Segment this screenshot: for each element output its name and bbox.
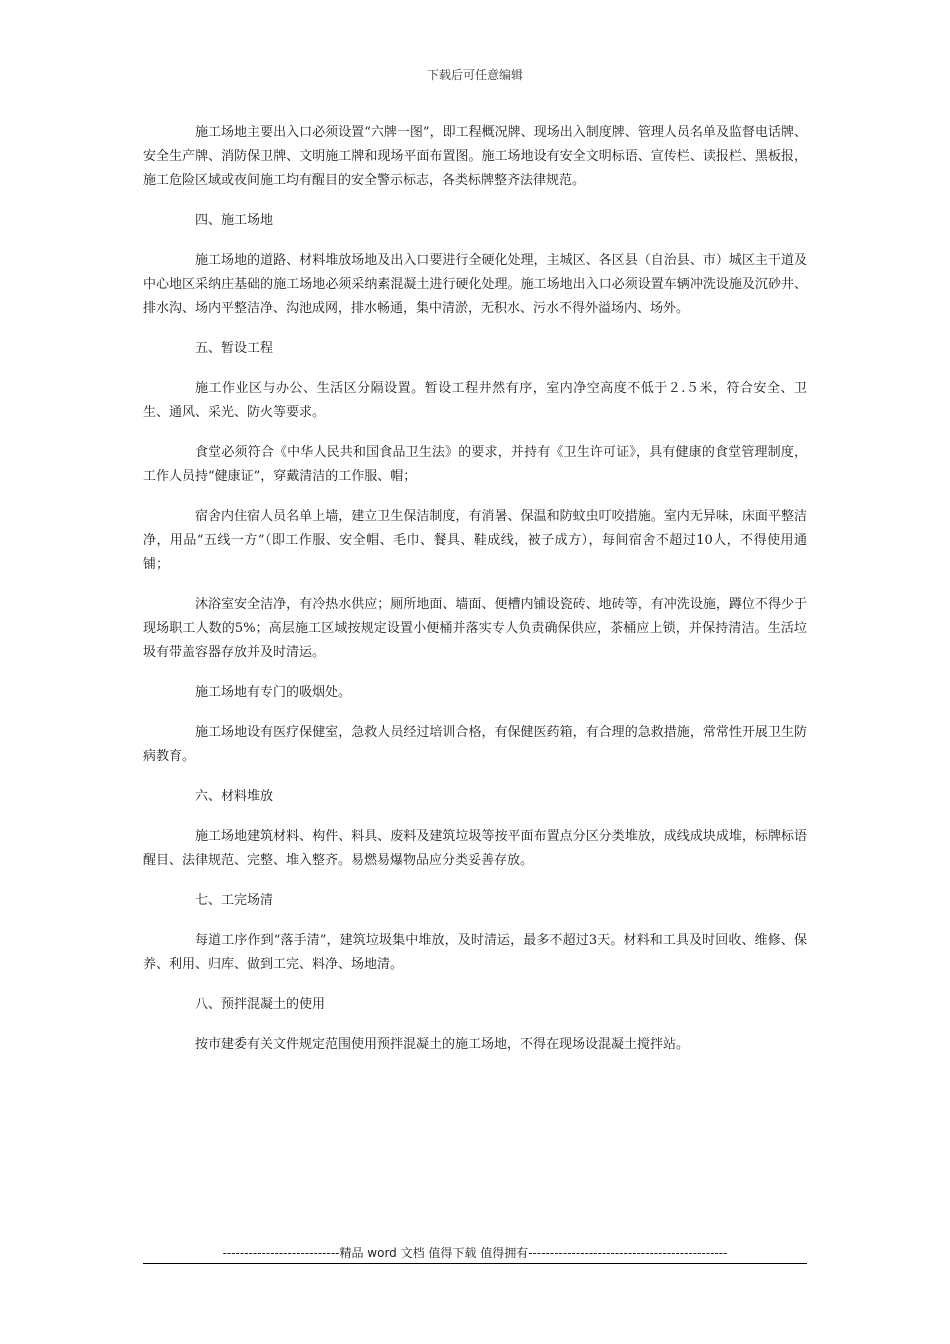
- paragraph: 施工作业区与办公、生活区分隔设置。暂设工程井然有序，室内净空高度不低于２.５米，符合安全、卫生、通风、采光、防火等要求。: [143, 381, 807, 420]
- page-footer: ---------------------------精品 word 文档 值得下载 值得拥有----------------------------------------------: [222, 1246, 728, 1260]
- paragraph: 施工场地有专门的吸烟处。: [195, 685, 352, 700]
- paragraph: 施工场地的道路、材料堆放场地及出入口要进行全硬化处理，主城区、各区县（自治县、市）城区主干道及中心地区采纳庄基础的施工场地必须采纳素混凝土进行硬化处理。施工场地出入口必须设置车辆冲洗设施及沉砂井、排水沟、场内平整洁净、沟池成网，排水畅通，集中清淤，无积水、污水不得外溢场内、场外。: [143, 253, 807, 316]
- section-heading: 七、工完场清: [195, 893, 274, 908]
- paragraph: 沐浴室安全洁净，有冷热水供应；厕所地面、墙面、便槽内铺设瓷砖、地砖等，有冲洗设施，蹲位不得少于现场职工人数的5%；高层施工区域按规定设置小便桶并落实专人负责确保供应，茶桶应上锁，并保持清洁。生活垃圾有带盖容器存放并及时清运。: [143, 597, 807, 660]
- section-heading: 八、预拌混凝土的使用: [195, 997, 326, 1012]
- section-heading: 六、材料堆放: [195, 789, 274, 804]
- document-body: [143, 121, 807, 1057]
- page-header: 下载后可任意编辑: [426, 68, 523, 82]
- paragraph: 宿舍内住宿人员名单上墙，建立卫生保洁制度，有消暑、保温和防蚊虫叮咬措施。室内无异味，床面平整洁净，用品“五线一方”（即工作服、安全帽、毛巾、餐具、鞋成线，被子成方），每间宿舍不超过10人，不得使用通铺；: [143, 509, 807, 572]
- paragraph: 施工场地建筑材料、构件、料具、废料及建筑垃圾等按平面布置点分区分类堆放，成线成块成堆，标牌标语醒目、法律规范、完整、堆入整齐。易燃易爆物品应分类妥善存放。: [143, 829, 807, 868]
- section-heading: 四、施工场地: [195, 213, 274, 228]
- paragraph: 施工场地设有医疗保健室，急救人员经过培训合格，有保健医药箱，有合理的急救措施，常常性开展卫生防病教育。: [143, 725, 807, 764]
- paragraph: 食堂必须符合《中华人民共和国食品卫生法》的要求，并持有《卫生许可证》，具有健康的食堂管理制度，工作人员持“健康证”，穿戴清洁的工作服、帽；: [143, 445, 807, 484]
- footer-divider: [143, 1263, 807, 1264]
- paragraph: 每道工序作到“落手清”，建筑垃圾集中堆放，及时清运，最多不超过3天。材料和工具及时回收、维修、保养、利用、归库、做到工完、料净、场地清。: [143, 933, 807, 972]
- section-heading: 五、暂设工程: [195, 341, 274, 356]
- paragraph: 施工场地主要出入口必须设置“六牌一图”，即工程概况牌、现场出入制度牌、管理人员名单及监督电话牌、安全生产牌、消防保卫牌、文明施工牌和现场平面布置图。施工场地设有安全文明标语、宣传栏、读报栏、黑板报，施工危险区域或夜间施工均有醒目的安全警示标志，各类标牌整齐法律规范。: [143, 125, 807, 188]
- paragraph: 按市建委有关文件规定范围使用预拌混凝土的施工场地，不得在现场设混凝土搅拌站。: [195, 1037, 690, 1052]
